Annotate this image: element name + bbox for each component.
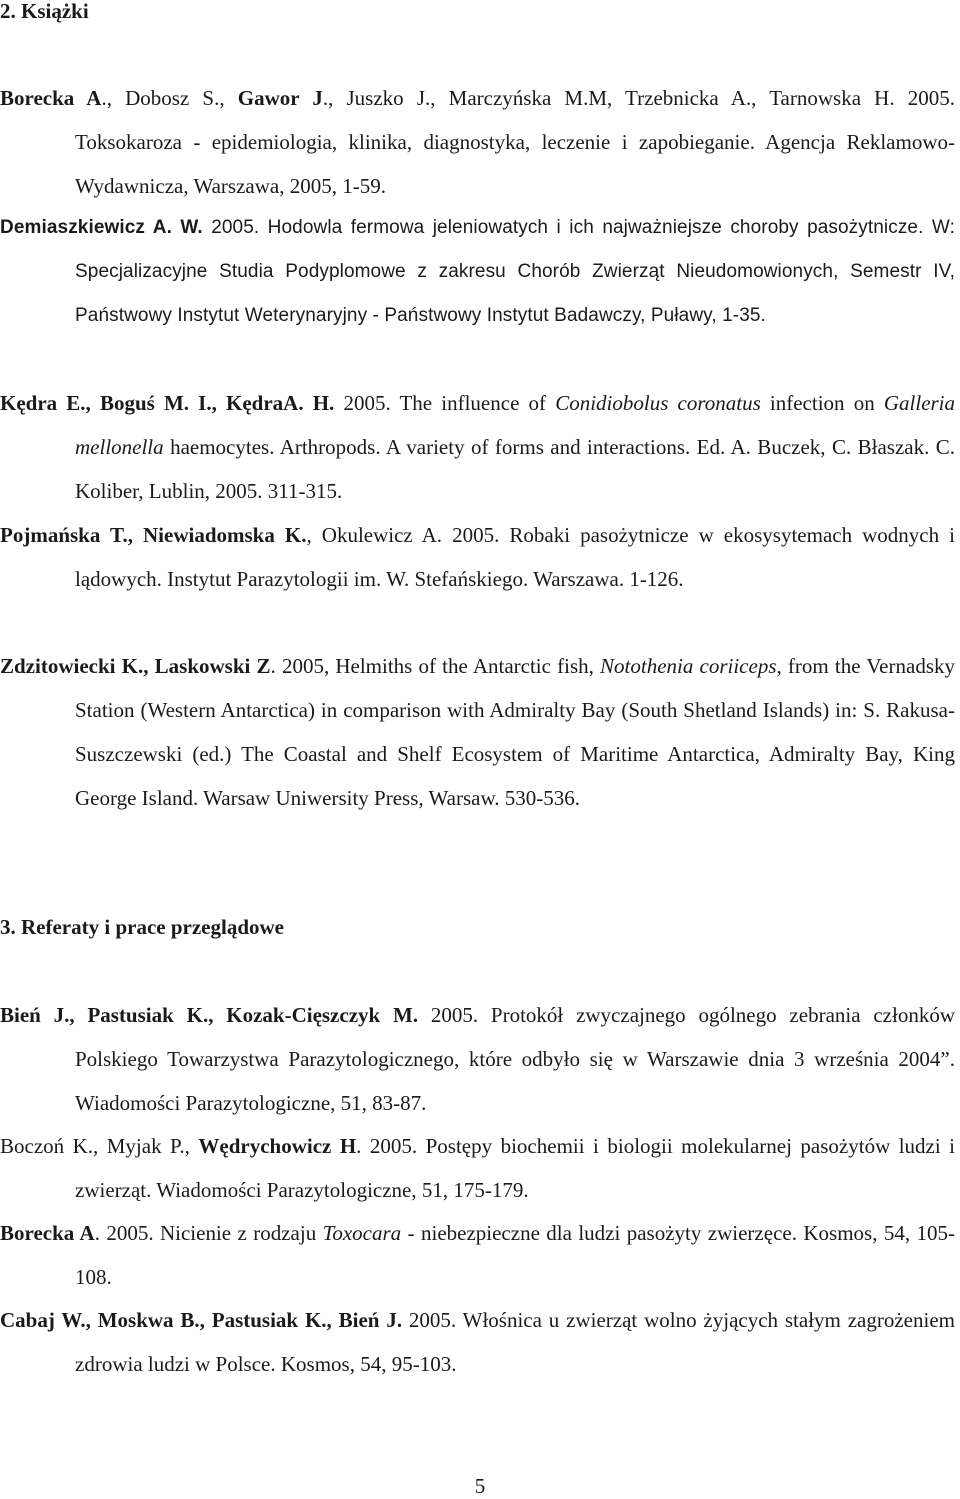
reference-text: ., Dobosz S.,	[101, 86, 238, 110]
reference-bien	[0, 993, 955, 1125]
section-heading-books: 2. Książki	[0, 0, 89, 23]
author-bold: Kędra E., Boguś M. I., KędraA. H.	[0, 391, 335, 415]
reference-text: 2005. Protokół zwyczajnego ogólnego zebrania członków Polskiego Towarzystwa Parazytologicznego, które odbyło się w Warszawie dnia 3 września 2004”. Wiadomości Parazytologiczne, 51, 83-87.	[75, 1003, 955, 1115]
genus-name: Toxocara	[322, 1221, 402, 1245]
author-bold: Demiaszkiewicz A. W.	[0, 217, 203, 238]
species-name: Conidiobolus coronatus	[555, 391, 761, 415]
species-name: Notothenia coriiceps	[600, 654, 777, 678]
reference-text: 2005. Włośnica u zwierząt wolno żyjących stałym zagrożeniem zdrowia ludzi w Polsce. Kosmos, 54, 95-103.	[75, 1308, 955, 1376]
reference-text: , Okulewicz A. 2005. Robaki pasożytnicze w ekosysytemach wodnych i lądowych. Instytut Parazytologii im. W. Stefańskiego. Warszawa. 1-126.	[75, 523, 955, 591]
author-bold: Borecka A	[0, 86, 102, 110]
reference-text: . 2005, Helmiths of the Antarctic fish,	[270, 654, 601, 678]
reference-text: Boczoń K., Myjak P.,	[0, 1134, 199, 1158]
author-bold: Gawor J	[237, 86, 323, 110]
author-bold: Bień J., Pastusiak K., Kozak-Cięszczyk M.	[0, 1003, 419, 1027]
reference-text: . 2005. Nicienie z rodzaju	[94, 1221, 323, 1245]
reference-zdzitowiecki	[0, 644, 955, 820]
reference-text: , from the Vernadsky Station (Western Antarctica) in comparison with Admiralty Bay (South Shetland Islands) in: S. Rakusa-Suszczewski (ed.) The Coastal and Shelf Ecosystem of Maritime Antarctica, Admiralty Bay, King George Island. Warsaw Uniwersity Press, Warsaw. 530-536.	[75, 654, 955, 810]
reference-text: haemocytes. Arthropods. A variety of forms and interactions. Ed. A. Buczek, C. Błaszak. C. Koliber, Lublin, 2005. 311-315.	[75, 435, 955, 503]
section-heading-reviews: 3. Referaty i prace przeglądowe	[0, 915, 284, 939]
reference-text: ., Juszko J., Marczyńska M.M, Trzebnicka A., Tarnowska H. 2005. Toksokaroza - epidemiologia, klinika, diagnostyka, leczenie i zapobieganie. Agencja Reklamowo-Wydawnicza, Warszawa, 2005, 1-59.	[75, 86, 955, 198]
reference-boczon	[0, 1124, 955, 1212]
reference-text: 2005. The influence of	[334, 391, 556, 415]
author-bold: Cabaj W., Moskwa B., Pastusiak K., Bień J.	[0, 1308, 403, 1332]
reference-borecka-article	[0, 1211, 955, 1299]
reference-text: 2005. Hodowla fermowa jeleniowatych i ich najważniejsze choroby pasożytnicze. W: Specjalizacyjne Studia Podyplomowe z zakresu Chorób Zwierząt Nieudomowionych, Semestr IV, Państwowy Instytut Weterynaryjny - Państwowy Instytut Badawczy, Puławy, 1-35.	[75, 217, 955, 326]
author-bold: Borecka A	[0, 1221, 95, 1245]
reference-text: . 2005. Postępy biochemii i biologii molekularnej pasożytów ludzi i zwierząt. Wiadomości Parazytologiczne, 51, 175-179.	[75, 1134, 956, 1202]
author-bold: Wędrychowicz H	[198, 1134, 357, 1158]
reference-cabaj	[0, 1298, 955, 1386]
species-name: Galleria mellonella	[75, 391, 956, 459]
reference-borecka-book	[0, 76, 955, 208]
page-number: 5	[474, 1474, 486, 1498]
author-bold: Zdzitowiecki K., Laskowski Z	[0, 654, 271, 678]
reference-text: infection on	[760, 391, 884, 415]
reference-pojmanska	[0, 513, 955, 601]
author-bold: Pojmańska T., Niewiadomska K.	[0, 523, 307, 547]
reference-demiaszkiewicz	[0, 206, 955, 338]
reference-kedra	[0, 381, 955, 513]
reference-text: - niebezpieczne dla ludzi pasożyty zwierzęce. Kosmos, 54, 105-108.	[75, 1221, 955, 1289]
